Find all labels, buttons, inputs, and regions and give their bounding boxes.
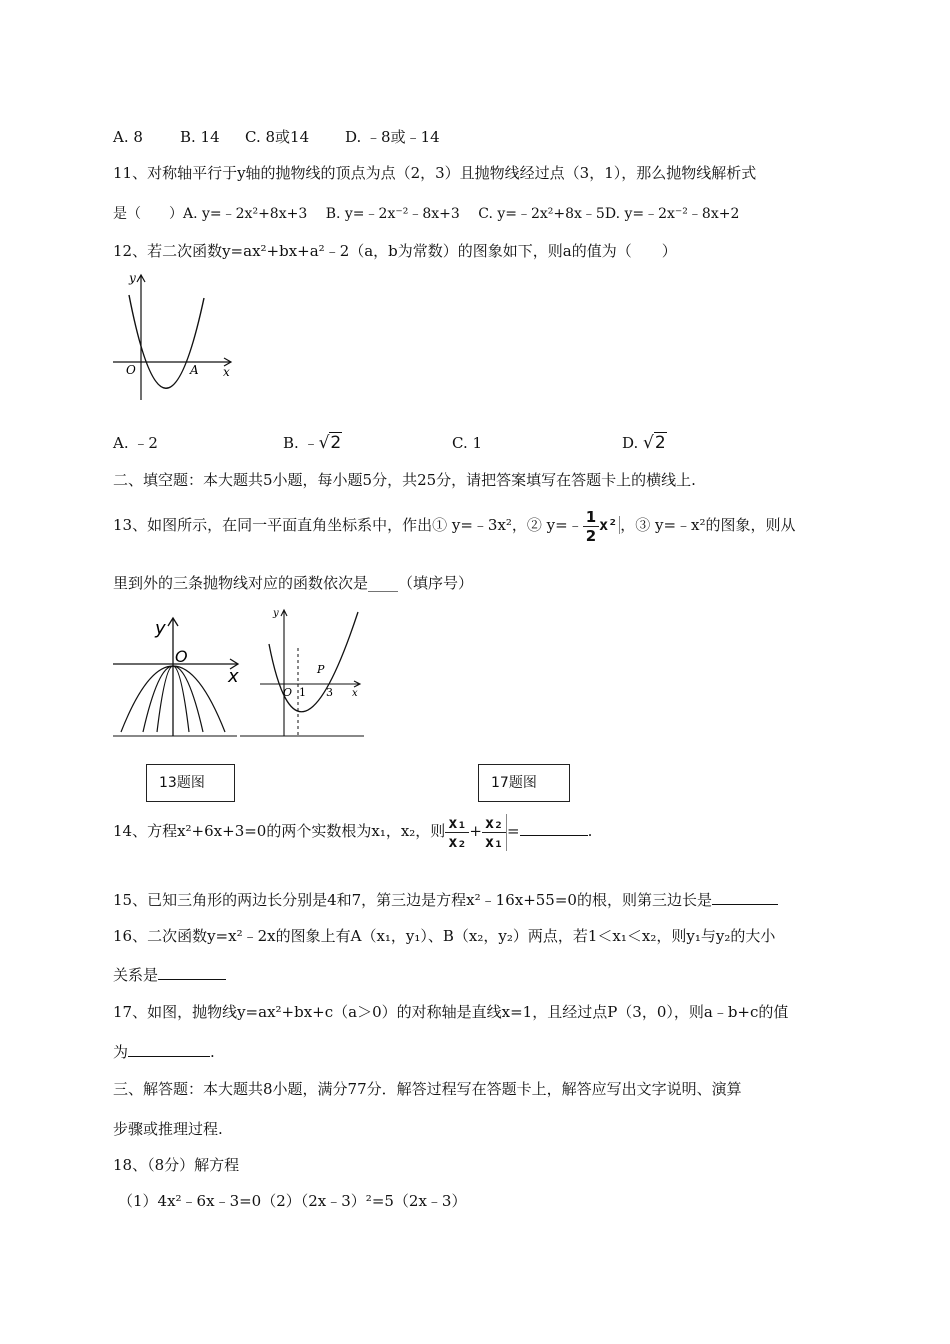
fig17-origin-label: O	[283, 686, 293, 699]
caption-17: 17题图	[478, 764, 570, 802]
q10-option-a: A. 8	[113, 128, 143, 146]
q17-period: .	[210, 1043, 215, 1061]
fig17-tick-3: 3	[326, 686, 333, 699]
q17-answer-blank	[128, 1042, 210, 1057]
q14-fraction-1	[445, 814, 469, 851]
q16-stem-end: 关系是	[113, 966, 159, 984]
q12-option-b-prefix: B. ﹣	[283, 434, 319, 452]
q12-option-d-prefix: D.	[622, 434, 644, 452]
fig13-x-label: x	[228, 666, 239, 687]
q12-option-b-radicand: 2	[330, 433, 342, 453]
q14-answer-blank	[520, 821, 588, 836]
q12-x-label: x	[223, 365, 230, 379]
q12-point-a-label: A	[190, 363, 199, 377]
q11-option-c: C. y=﹣2x²+8x﹣5	[478, 206, 605, 222]
fig13-origin-label: O	[175, 647, 188, 666]
q15-answer-blank	[712, 890, 778, 905]
q14-f1-num: x₁	[445, 814, 469, 833]
q13-frac-den: 2	[585, 526, 597, 545]
q17-line1: 17、如图，抛物线y=ax²+bx+c（a＞0）的对称轴是直线x=1，且经过点P（3，0），则a﹣b+c的值	[113, 1003, 789, 1021]
fig17-x-label: x	[352, 688, 358, 699]
q14-equals: =	[507, 822, 520, 840]
q13-line1	[113, 505, 796, 545]
q14-line	[113, 803, 592, 859]
q12-origin-label: O	[126, 363, 136, 377]
q16-answer-blank	[158, 965, 226, 980]
q12-option-c: C. 1	[452, 434, 483, 452]
q17-stem-end: 为	[113, 1043, 129, 1061]
q14-f1-den: x₂	[448, 832, 467, 851]
q14-end: .	[587, 822, 593, 840]
fig13-y-label: y	[155, 618, 166, 639]
q12-option-b-sqrt: √2	[318, 433, 342, 453]
q12-option-b	[283, 432, 342, 454]
section-2-heading: 二、填空题：本大题共5小题，每小题5分，共25分，请把答案填写在答题卡上的横线上.	[113, 471, 696, 489]
q12-stem: 12、若二次函数y=ax²+bx+a²﹣2（a，b为常数）的图象如下，则a的值为（ ）	[113, 242, 677, 260]
q12-y-label: y	[129, 271, 136, 285]
fig17-graph	[240, 604, 364, 740]
q15-stem: 15、已知三角形的两边长分别是4和7，第三边是方程x²﹣16x+55=0的根，则第三边长是	[113, 891, 712, 909]
q11-option-a: A. y=﹣2x²+8x+3	[183, 206, 308, 222]
q13-frac-var: x²	[599, 516, 620, 534]
q13-fraction	[583, 508, 599, 545]
q12-graph	[113, 270, 238, 405]
q13-part1: 13、如图所示，在同一平面直角坐标系中，作出① y=﹣3x²，② y=﹣	[113, 516, 583, 534]
q18-stem: 18、（8分）解方程	[113, 1156, 240, 1174]
section-3-line2: 步骤或推理过程.	[113, 1120, 223, 1138]
q12-option-d	[622, 432, 667, 454]
q10-option-d: D. ﹣8或﹣14	[345, 128, 440, 146]
caption-13: 13题图	[146, 764, 235, 802]
q10-option-b: B. 14	[180, 128, 220, 146]
q11-options	[113, 203, 739, 225]
q13-frac-num: 1	[583, 508, 599, 527]
q14-plus: +	[469, 822, 482, 840]
fig17-tick-1: 1	[299, 686, 306, 699]
q12-option-d-radicand: 2	[654, 433, 666, 453]
q14-f2-num: x₂	[482, 814, 506, 833]
q13-part2: ，③ y=﹣x²的图象，则从	[620, 516, 796, 534]
fig17-y-label: y	[273, 608, 279, 619]
section-3-line1: 三、解答题：本大题共8小题，满分77分．解答过程写在答题卡上，解答应写出文字说明、演算	[113, 1080, 742, 1098]
q16-line1: 16、二次函数y=x²﹣2x的图象上有A（x₁，y₁）、B（x₂，y₂）两点，若1＜x₁＜x₂，则y₁与y₂的大小	[113, 927, 776, 945]
q13-line2: 里到外的三条抛物线对应的函数依次是____（填序号）	[113, 574, 474, 592]
q18-subquestions: （1）4x²﹣6x﹣3=0（2）（2x﹣3）²=5（2x﹣3）	[118, 1192, 467, 1210]
q16-line2	[113, 964, 226, 986]
fig13-graph	[113, 612, 243, 740]
q12-option-d-sqrt: √2	[643, 433, 666, 453]
q14-fraction-2	[482, 814, 507, 851]
q11-option-b: B. y=﹣2x⁻²﹣8x+3	[325, 206, 460, 222]
q14-part1: 14、方程x²+6x+3=0的两个实数根为x₁，x₂，则	[113, 822, 446, 840]
q12-option-a: A. ﹣2	[113, 434, 158, 452]
q17-line2	[113, 1041, 215, 1063]
q15-line	[113, 889, 778, 911]
q11-option-d: D. y=﹣2x⁻²﹣8x+2	[604, 206, 740, 222]
q10-option-c: C. 8或14	[245, 128, 310, 146]
q11-stem: 11、对称轴平行于y轴的抛物线的顶点为点（2，3）且抛物线经过点（3，1），那么抛物线解析式	[113, 164, 757, 182]
fig17-point-p-label: P	[317, 663, 325, 676]
q11-answer-bracket: 是（ ）	[113, 206, 183, 222]
q14-f2-den: x₁	[484, 832, 504, 851]
